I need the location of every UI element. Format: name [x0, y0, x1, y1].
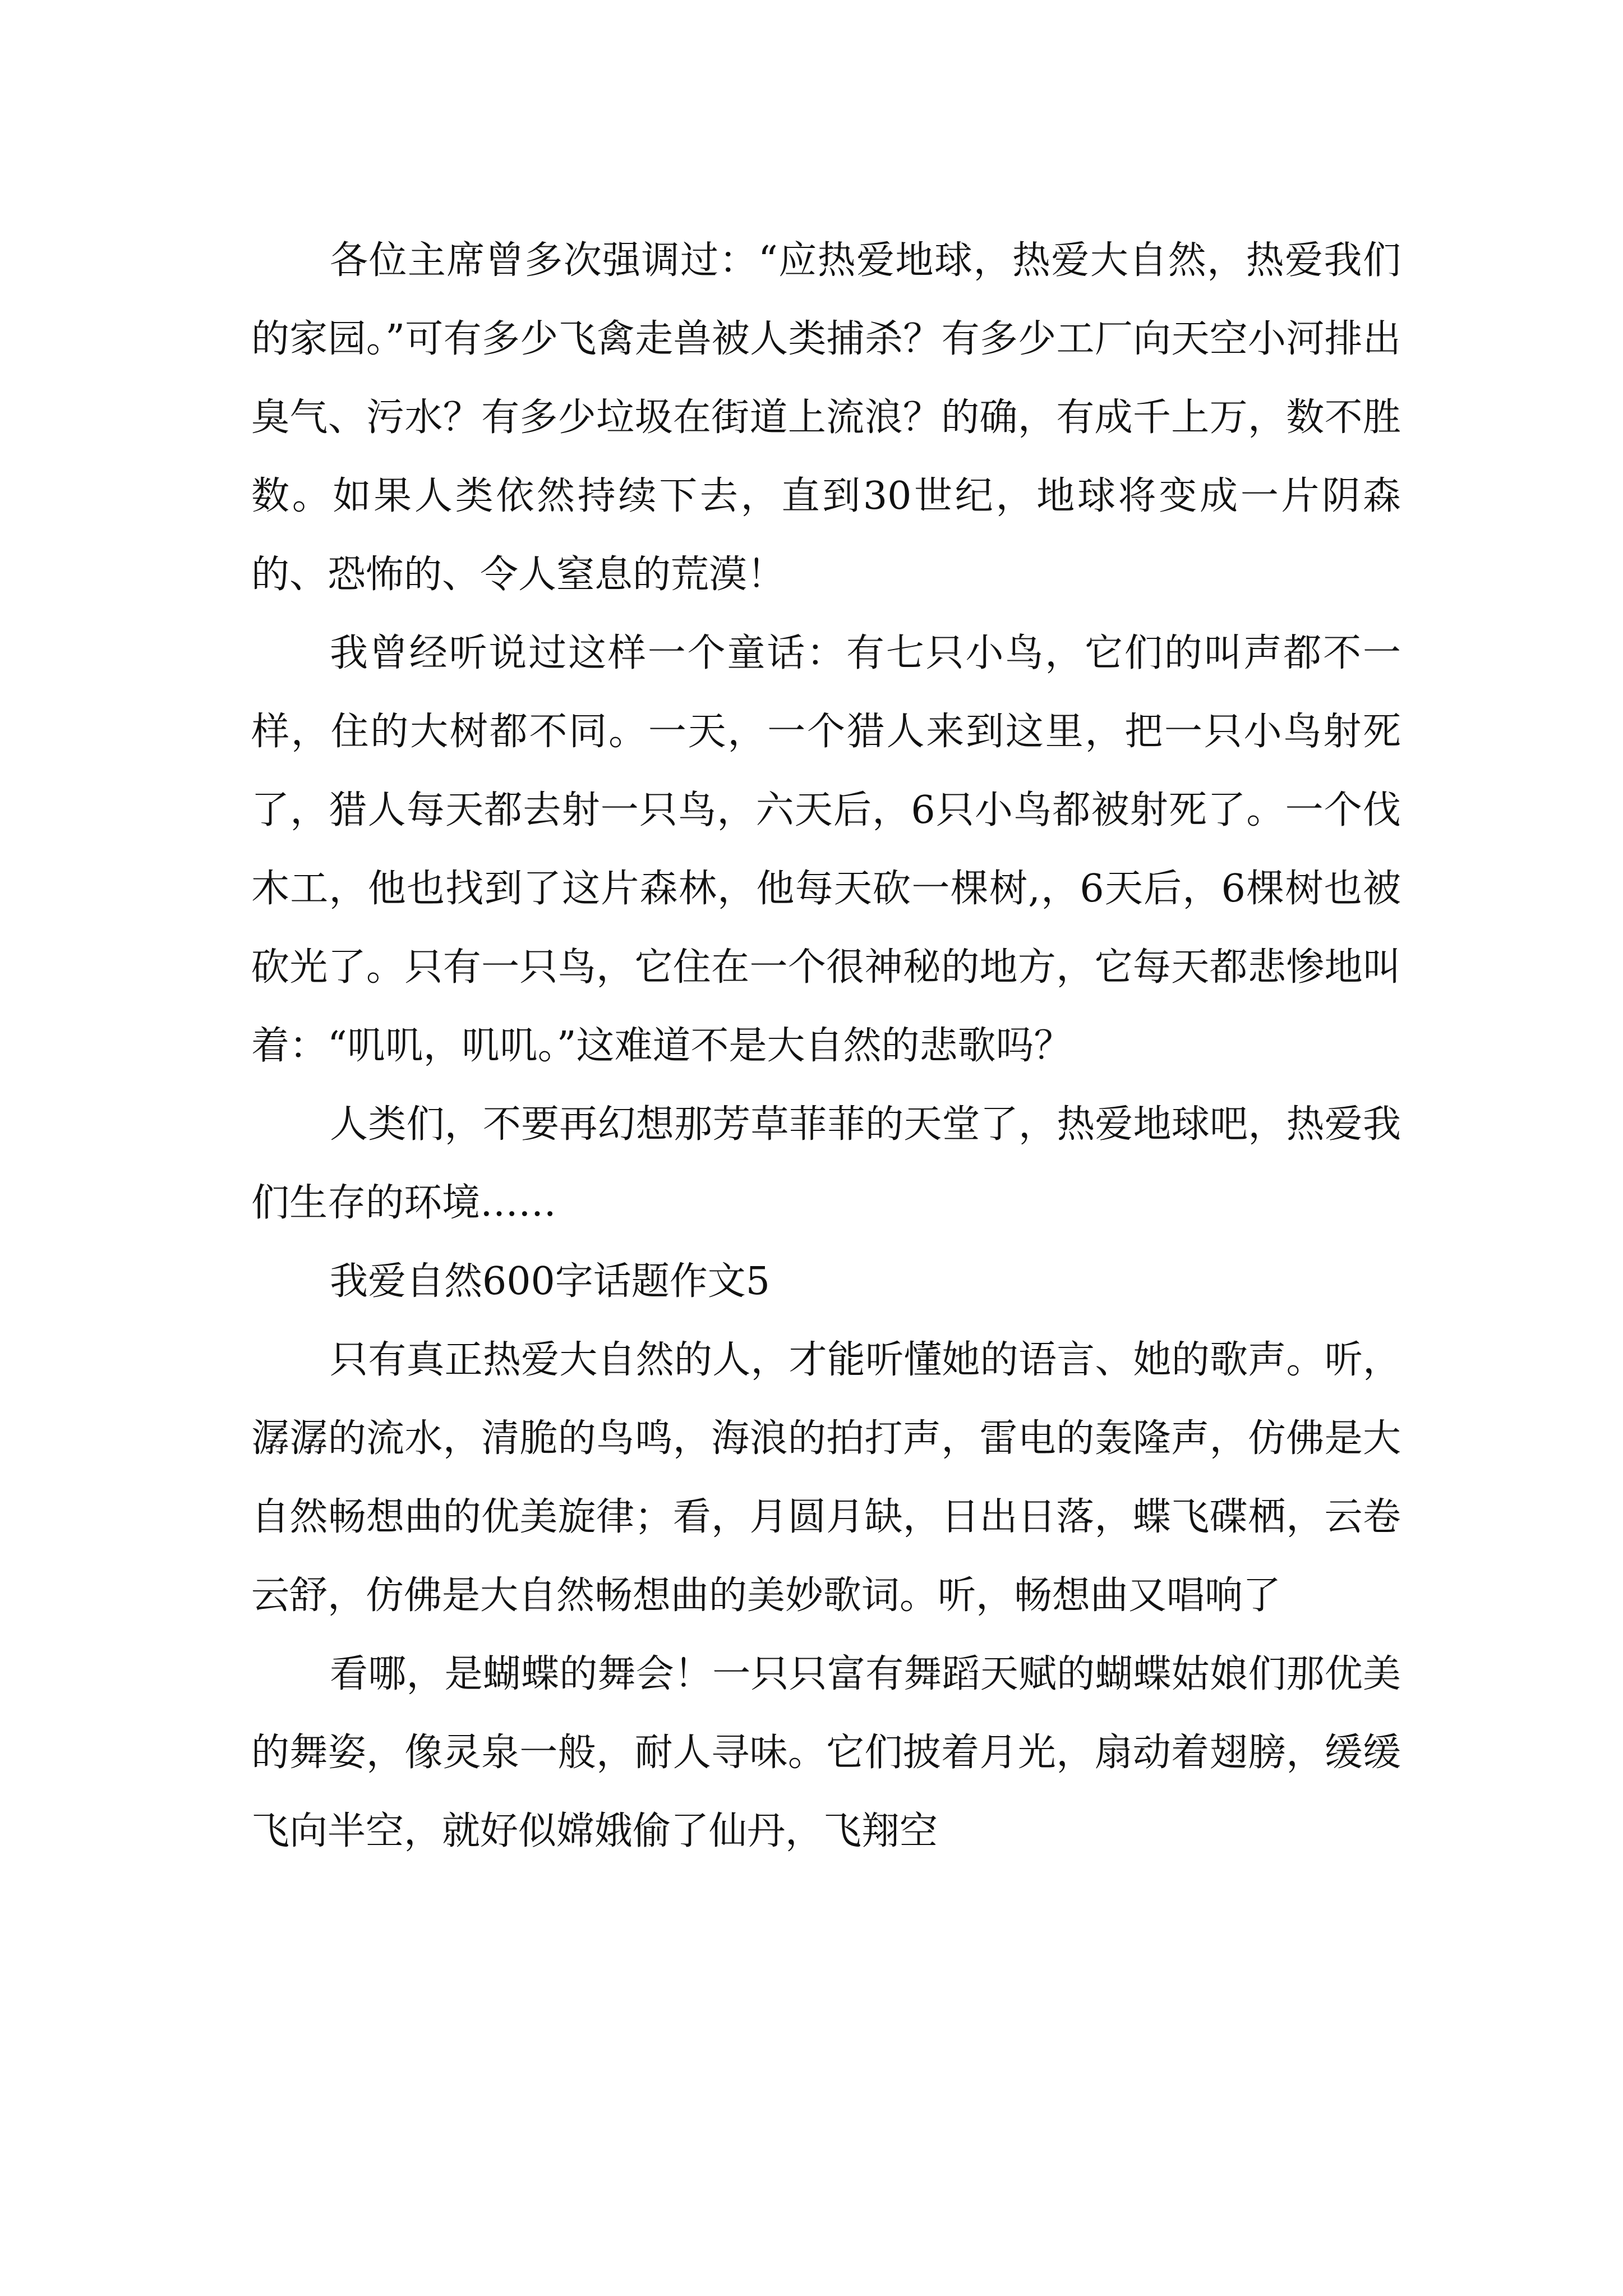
essay-title: 我爱自然600字话题作文5	[330, 1259, 771, 1304]
paragraph-butterfly-dance: 看哪，是蝴蝶的舞会！一只只富有舞蹈天赋的蝴蝶姑娘们那优美的舞姿，像灵泉一般，耐人寻味。它们披着月光，扇动着翅膀，缓缓飞向半空，就好似嫦娥偷了仙丹，飞翔空	[251, 1652, 1401, 1853]
paragraph-love-earth: 人类们，不要再幻想那芳草菲菲的天堂了，热爱地球吧，热爱我们生存的环境……	[251, 1102, 1401, 1225]
paragraph-earth-appeal: 各位主席曾多次强调过：“应热爱地球，热爱大自然，热爱我们的家园。”可有多少飞禽走兽被人类捕杀？有多少工厂向天空小河排出臭气、污水？有多少垃圾在街道上流浪？的确，有成千上万，数不胜数。如果人类依然持续下去，直到30世纪，地球将变成一片阴森的、恐怖的、令人窒息的荒漠！	[251, 238, 1401, 597]
document-body	[251, 222, 1401, 1871]
paragraph-seven-birds-tale: 我曾经听说过这样一个童话：有七只小鸟，它们的叫声都不一样，住的大树都不同。一天，一个猎人来到这里，把一只小鸟射死了，猎人每天都去射一只鸟，六天后，6只小鸟都被射死了。一个伐木工，他也找到了这片森林，他每天砍一棵树,，6天后，6棵树也被砍光了。只有一只鸟，它住在一个很神秘的地方，它每天都悲惨地叫着：“叽叽，叽叽。”这难道不是大自然的悲歌吗？	[251, 631, 1401, 1068]
paragraph-nature-language: 只有真正热爱大自然的人，才能听懂她的语言、她的歌声。听，潺潺的流水，清脆的鸟鸣，海浪的拍打声，雷电的轰隆声，仿佛是大自然畅想曲的优美旋律；看，月圆月缺，日出日落，蝶飞碟栖，云卷云舒，仿佛是大自然畅想曲的美妙歌词。听，畅想曲又唱响了	[251, 1338, 1401, 1618]
